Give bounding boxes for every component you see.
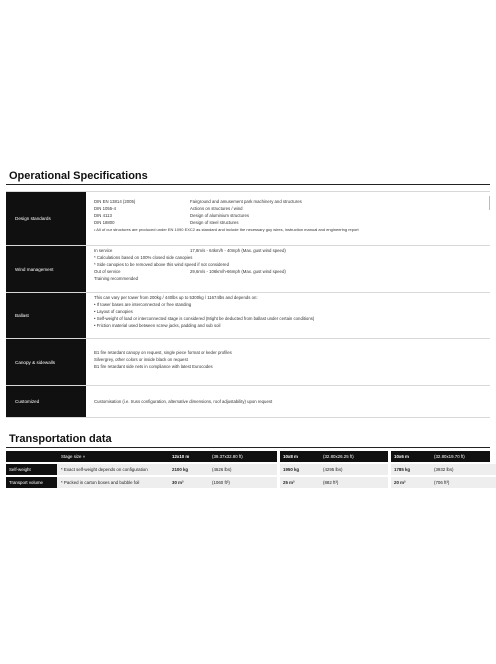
ops-label: Design standards <box>6 192 86 245</box>
stage-size-label: Stage size » <box>61 454 86 459</box>
ops-label: Wind management <box>6 246 86 292</box>
ops-line-key: DIN 4113 <box>94 213 112 218</box>
ops-line-key: • If tower bases are interconnected or free standing <box>94 302 192 307</box>
ops-line <box>94 247 486 254</box>
value-unit: (4295 lbs) <box>320 464 388 475</box>
ops-row-wind-management <box>6 245 490 292</box>
ops-body <box>86 246 490 292</box>
size-ft: (32.80x26.25 ft) <box>323 454 354 459</box>
size-m: 10x6 m <box>394 454 409 459</box>
title-rule <box>6 447 490 448</box>
row-label: Transport volume <box>6 477 57 488</box>
transport-row-self-weight <box>6 464 490 475</box>
ops-line <box>94 294 486 301</box>
ops-line-value: 17,8m/s - 64km/h - 40mph (Max. gust wind speed) <box>190 248 286 253</box>
transport-header-row <box>6 451 490 462</box>
ops-line-value: Design of aluminium structures <box>190 213 249 218</box>
operational-specifications-table <box>6 191 490 418</box>
ops-line-key: B1 fire retardant canopy on request, single piece format or keder profiles <box>94 350 232 355</box>
ops-label: Ballast <box>6 293 86 338</box>
ops-line <box>94 398 272 405</box>
ops-line-key: • Layout of canopies <box>94 309 133 314</box>
ops-line <box>94 349 486 356</box>
ops-line <box>94 212 486 219</box>
ops-line <box>94 254 486 261</box>
ops-line-key: DIN 1055-4 <box>94 206 116 211</box>
ops-line-key: DIN EN 13814 (2005) <box>94 199 136 204</box>
ops-line-key: B1 fire retardant side nets in compliance with latest Eurocodes <box>94 364 213 369</box>
size-m: 10x8 m <box>283 454 298 459</box>
value: 30 m³ <box>169 477 209 488</box>
ops-line-value: 29,6m/s - 106km/h-66mph (Max. gust wind speed) <box>190 269 286 274</box>
value-unit: (4626 lbs) <box>209 464 277 475</box>
size-m: 12x10 m <box>172 454 190 459</box>
ops-line-key: * Calculations based on 100% closed side canopies <box>94 255 193 260</box>
ops-row-customized <box>6 385 490 418</box>
size-ft: (32.80x19.70 ft) <box>434 454 465 459</box>
ops-line-value: Design of steel structures <box>190 220 239 225</box>
operational-specifications-title: Operational Specifications <box>9 170 148 182</box>
ops-body <box>86 386 490 417</box>
ops-line <box>94 268 486 275</box>
transportation-data-title: Transportation data <box>9 433 112 445</box>
value: 2100 kg <box>169 464 209 475</box>
ops-row-canopy-sidewalls <box>6 338 490 385</box>
ops-line-key: * Side canopies to be removed above this wind speed if not considered <box>94 262 229 267</box>
ops-body <box>86 192 490 245</box>
ops-label: Customized <box>6 386 86 417</box>
ops-line-key: This can vary per tower from 200kg / 440lbs up to 5300kg / 11674lbs and depends on: <box>94 295 258 300</box>
ops-note: • All of our structures are produced under EN 1090 EXC2 as standard and include the necessary guy wires, instruction manual and engineering report <box>94 227 359 232</box>
ops-line-key: In service <box>94 248 113 253</box>
ops-line <box>94 219 486 226</box>
ops-row-ballast <box>6 292 490 338</box>
ops-row-design-standards <box>6 191 490 245</box>
value: 20 m³ <box>391 477 431 488</box>
ops-line <box>94 205 486 212</box>
ops-line-value: Fairground and amusement park machinery and structures <box>190 199 302 204</box>
row-description: * Exact self-weight depends on configuration <box>57 464 169 475</box>
ops-line <box>94 198 486 205</box>
ops-line-key: • Self-weight of load or interconnected stage is considered (Might be deducted from ballast under certain conditions) <box>94 316 315 321</box>
transportation-table <box>6 451 490 488</box>
row-description: * Packed in carton boxes and bubble foil <box>57 477 169 488</box>
ops-line <box>94 363 486 370</box>
value: 1950 kg <box>280 464 320 475</box>
ops-line-key: • Friction material used between screw jacks, padding and sub soil <box>94 323 221 328</box>
ops-line <box>94 275 486 282</box>
ops-line-key: Training recommended <box>94 276 139 281</box>
ops-line <box>94 261 486 268</box>
ops-line-key: Customisation (i.e. truss configuration, alternative dimensions, roof adjustability) upon request <box>94 398 273 404</box>
ops-label: Canopy & sidewalls <box>6 339 86 385</box>
value: 1785 kg <box>391 464 431 475</box>
ops-body <box>86 293 490 338</box>
ops-line <box>94 308 486 315</box>
title-rule <box>6 184 490 185</box>
ops-line-key: DIN 18800 <box>94 220 115 225</box>
size-ft: (39.37x32.80 ft) <box>212 454 243 459</box>
ops-body <box>86 339 490 385</box>
ops-line <box>94 301 486 308</box>
ops-line <box>94 315 486 322</box>
ops-line-key: Silvergrey, other colors or inside black on request <box>94 357 188 362</box>
value-unit: (1060 ft³) <box>209 477 277 488</box>
ops-line <box>94 322 486 329</box>
ops-line <box>94 356 486 363</box>
value-unit: (882 ft³) <box>320 477 388 488</box>
value-unit: (706 ft³) <box>431 477 496 488</box>
row-label: Self-weight <box>6 464 57 475</box>
transport-row-volume <box>6 477 490 488</box>
value: 25 m³ <box>280 477 320 488</box>
value-unit: (3932 lbs) <box>431 464 496 475</box>
ops-line-value: Actions on structures / wind <box>190 206 243 211</box>
scroll-indicator <box>489 196 490 210</box>
ops-line-key: Out of service <box>94 269 121 274</box>
